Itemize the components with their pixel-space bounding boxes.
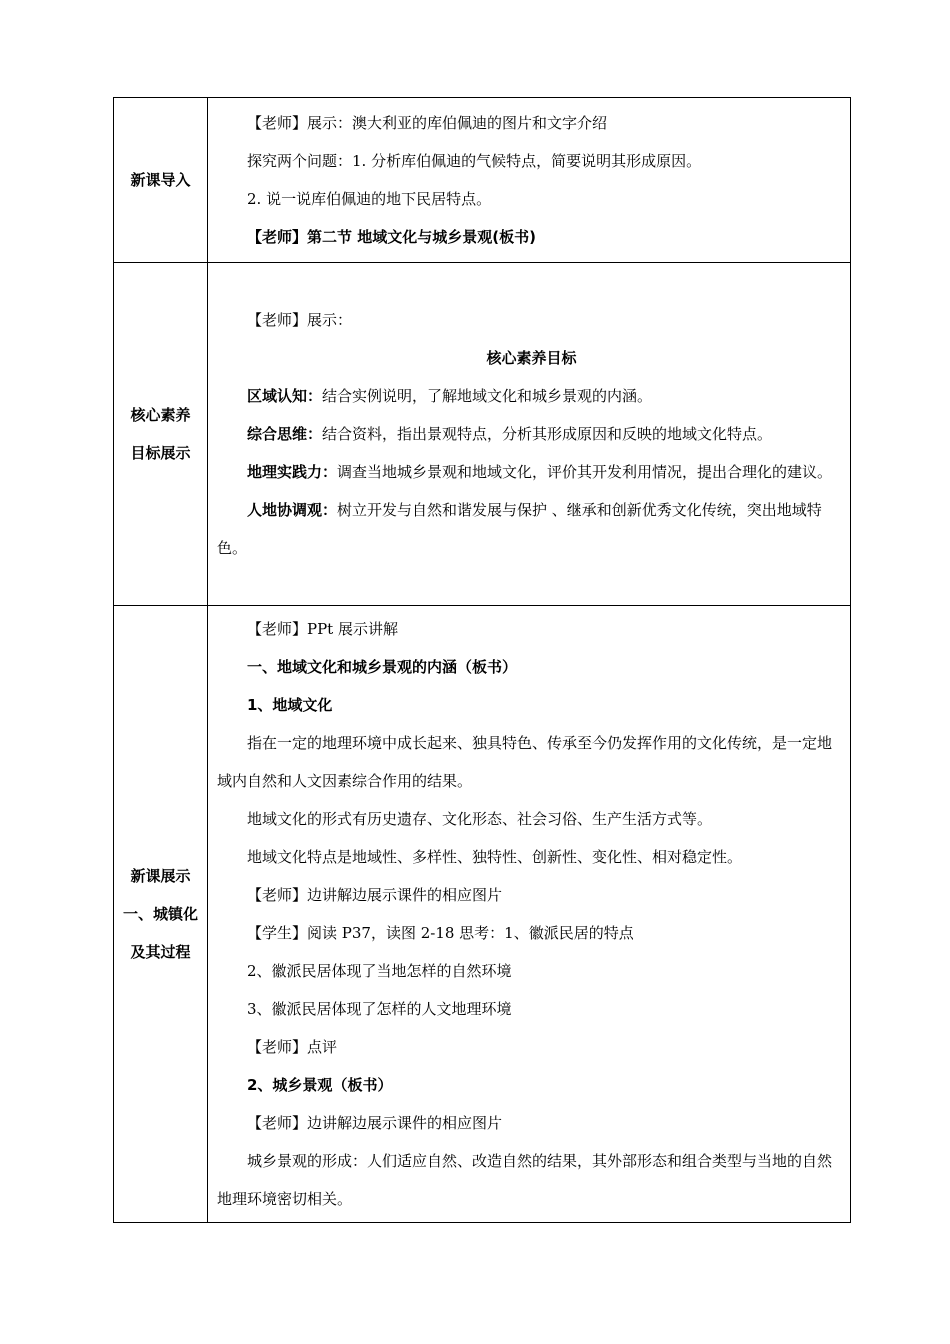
row-label-intro: 新课导入 [114, 98, 208, 263]
lesson-line: 3、徽派民居体现了怎样的人文地理环境 [247, 1000, 512, 1018]
goal-item [217, 377, 846, 415]
goal-item [217, 491, 846, 567]
goal-item [217, 453, 846, 491]
row-content-new-lesson [208, 606, 851, 1223]
lesson-line: 【老师】点评 [247, 1038, 338, 1056]
row-label-new-lesson [114, 606, 208, 1223]
lesson-paragraph: 地域文化特点是地域性、多样性、独特性、创新性、变化性、相对稳定性。 [247, 848, 743, 866]
row-label-goals-line-1: 核心素养 [130, 406, 191, 424]
intro-line-1: 【老师】展示：澳大利亚的库伯佩迪的图片和文字介绍 [247, 114, 608, 132]
table-row-intro [114, 98, 851, 263]
lesson-paragraph: 地域文化的形式有历史遗存、文化形态、社会习俗、生产生活方式等。 [247, 810, 713, 828]
row-label-new-lesson-line-3: 及其过程 [130, 943, 191, 961]
lesson-paragraph: 城乡景观的形成：人们适应自然、改造自然的结果，其外部形态和组合类型与当地的自然地理环境密切相关。 [217, 1152, 833, 1208]
goal-text: 树立开发与自然和谐发展与保护 、继承和创新优秀文化传统，突出地域特色。 [217, 501, 822, 557]
lesson-line: 2、徽派民居体现了当地怎样的自然环境 [247, 962, 512, 980]
lesson-section-heading: 一、地域文化和城乡景观的内涵（板书） [247, 658, 518, 676]
row-label-new-lesson-line-2: 一、城镇化 [122, 905, 198, 923]
goal-text: 调查当地城乡景观和地域文化，评价其开发利用情况，提出合理化的建议。 [337, 463, 833, 481]
row-content-intro [208, 98, 851, 263]
goal-term: 综合思维： [247, 425, 323, 443]
lesson-subheading: 2、城乡景观（板书） [247, 1076, 393, 1094]
table-row-goals [114, 263, 851, 606]
lesson-line: 【老师】边讲解边展示课件的相应图片 [247, 1114, 503, 1132]
table-row-new-lesson [114, 606, 851, 1223]
goals-intro: 【老师】展示： [247, 311, 353, 329]
lesson-line: 【老师】PPt 展示讲解 [247, 620, 398, 638]
row-content-goals [208, 263, 851, 606]
intro-line-4: 【老师】第二节 地域文化与城乡景观(板书) [247, 228, 536, 246]
goal-text: 结合实例说明，了解地域文化和城乡景观的内涵。 [322, 387, 653, 405]
row-label-goals-line-2: 目标展示 [130, 444, 191, 462]
goal-term: 人地协调观： [247, 501, 338, 519]
goals-heading: 核心素养目标 [486, 349, 577, 367]
lesson-line: 【老师】边讲解边展示课件的相应图片 [247, 886, 503, 904]
lesson-paragraph: 指在一定的地理环境中成长起来、独具特色、传承至今仍发挥作用的文化传统，是一定地域内自然和人文因素综合作用的结果。 [217, 734, 833, 790]
goal-term: 地理实践力： [247, 463, 338, 481]
intro-line-2: 探究两个问题：1. 分析库伯佩迪的气候特点，简要说明其形成原因。 [247, 152, 702, 170]
goal-item [217, 415, 846, 453]
lesson-plan-table [113, 97, 851, 1223]
goal-text: 结合资料，指出景观特点，分析其形成原因和反映的地域文化特点。 [322, 425, 773, 443]
lesson-subheading: 1、地域文化 [247, 696, 333, 714]
row-label-new-lesson-line-1: 新课展示 [130, 867, 191, 885]
intro-line-3: 2. 说一说库伯佩迪的地下民居特点。 [247, 190, 492, 208]
row-label-goals [114, 263, 208, 606]
lesson-line: 【学生】阅读 P37，读图 2-18 思考：1、徽派民居的特点 [247, 924, 634, 942]
goal-term: 区域认知： [247, 387, 323, 405]
